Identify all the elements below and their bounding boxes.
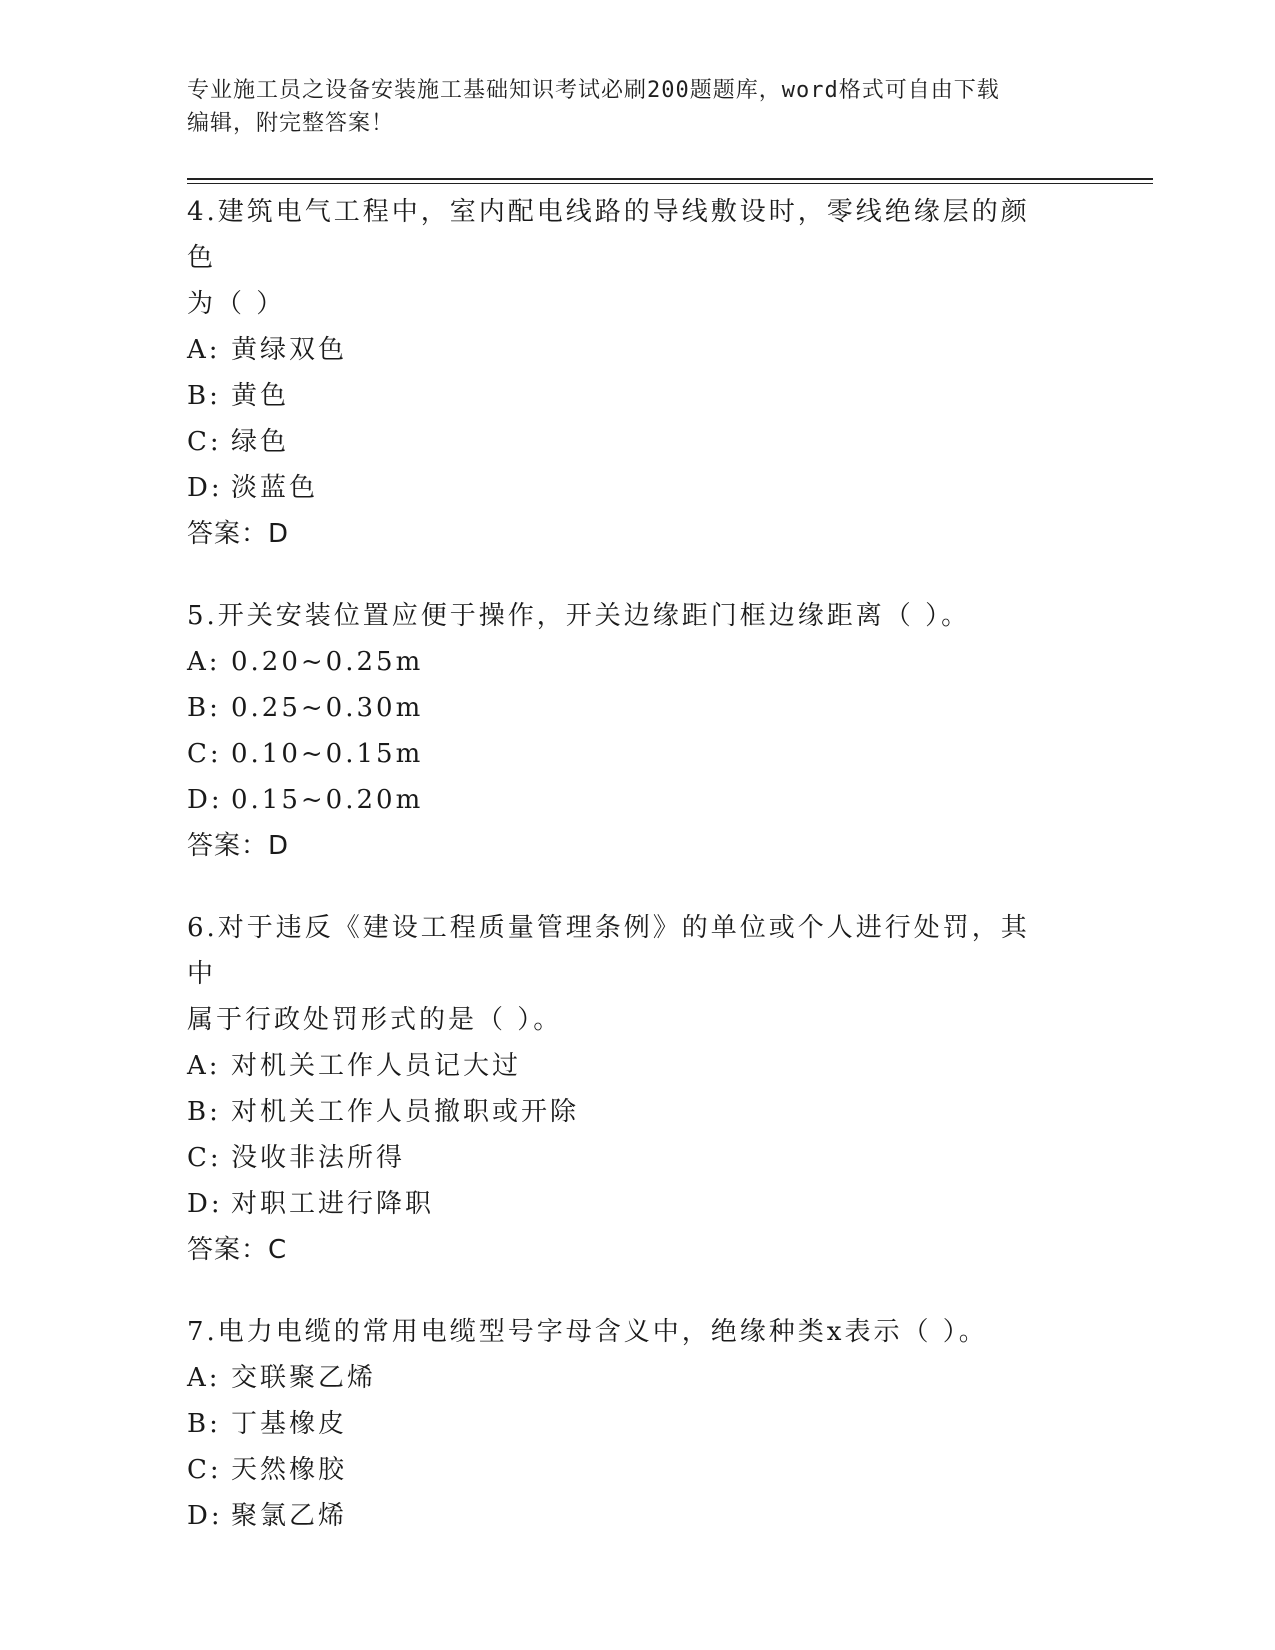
question-stem <box>187 593 1057 639</box>
answer-line: 答案：D <box>187 831 290 861</box>
option-text: 0.20~0.25m <box>231 647 424 677</box>
question-stem-line-2: 属于行政处罚形式的是（ ）。 <box>187 1005 563 1035</box>
option-key: C: <box>187 739 222 769</box>
option-text: 绿色 <box>231 427 290 457</box>
option-a <box>187 327 1087 373</box>
option-key: A: <box>187 335 221 365</box>
option-key: D: <box>187 785 223 815</box>
option-b <box>187 373 1087 419</box>
option-key: C: <box>187 1143 222 1173</box>
option-b <box>187 685 1087 731</box>
option-c <box>187 731 1087 777</box>
option-text: 黄绿双色 <box>231 335 348 365</box>
option-d <box>187 777 1087 823</box>
question-item <box>187 905 1087 1273</box>
answer-line: 答案：D <box>187 519 290 549</box>
option-text: 对机关工作人员记大过 <box>231 1051 522 1081</box>
option-a <box>187 1355 1087 1401</box>
option-d <box>187 1493 1087 1539</box>
question-stem-line-1: 7.电力电缆的常用电缆型号字母含义中，绝缘种类x表示（ ）。 <box>187 1317 988 1347</box>
header-divider-thick <box>187 178 1153 180</box>
answer-line: 答案：C <box>187 1235 288 1265</box>
option-c <box>187 419 1087 465</box>
option-key: B: <box>187 381 221 411</box>
option-key: A: <box>187 647 221 677</box>
option-key: C: <box>187 1455 222 1485</box>
option-text: 聚氯乙烯 <box>231 1501 348 1531</box>
option-key: A: <box>187 1363 221 1393</box>
option-text: 对机关工作人员撤职或开除 <box>231 1097 580 1127</box>
option-text: 天然橡胶 <box>231 1455 348 1485</box>
option-b <box>187 1401 1087 1447</box>
option-key: C: <box>187 427 222 457</box>
option-text: 黄色 <box>231 381 290 411</box>
option-b <box>187 1089 1087 1135</box>
question-list <box>187 189 1087 1575</box>
header-title-line-1: 专业施工员之设备安装施工基础知识考试必刷200题题库，word格式可自由下载 <box>187 78 1000 103</box>
option-key: B: <box>187 1409 221 1439</box>
question-stem-line-1: 6.对于违反《建设工程质量管理条例》的单位或个人进行处罚，其中 <box>187 913 1030 989</box>
option-text: 没收非法所得 <box>231 1143 406 1173</box>
option-a <box>187 639 1087 685</box>
option-text: 0.25~0.30m <box>231 693 424 723</box>
question-item <box>187 1309 1087 1539</box>
option-text: 0.10~0.15m <box>231 739 424 769</box>
question-stem-line-1: 4.建筑电气工程中，室内配电线路的导线敷设时，零线绝缘层的颜色 <box>187 197 1030 273</box>
option-d <box>187 465 1087 511</box>
header-divider-thin <box>187 183 1153 184</box>
option-a <box>187 1043 1087 1089</box>
question-stem <box>187 905 1057 1043</box>
option-text: 0.15~0.20m <box>231 785 424 815</box>
option-text: 对职工进行降职 <box>231 1189 435 1219</box>
option-text: 交联聚乙烯 <box>231 1363 377 1393</box>
document-header <box>187 74 1067 140</box>
option-c <box>187 1447 1087 1493</box>
option-key: D: <box>187 1501 223 1531</box>
question-stem-line-1: 5.开关安装位置应便于操作，开关边缘距门框边缘距离（ ）。 <box>187 601 971 631</box>
option-d <box>187 1181 1087 1227</box>
question-stem <box>187 189 1057 327</box>
question-item <box>187 593 1087 869</box>
option-text: 丁基橡皮 <box>231 1409 348 1439</box>
option-key: D: <box>187 1189 223 1219</box>
header-title-line-2: 编辑，附完整答案！ <box>187 111 395 136</box>
option-key: B: <box>187 693 221 723</box>
option-text: 淡蓝色 <box>231 473 319 503</box>
question-stem-line-2: 为（ ） <box>187 289 286 319</box>
question-stem <box>187 1309 1057 1355</box>
option-key: A: <box>187 1051 221 1081</box>
option-key: D: <box>187 473 223 503</box>
option-key: B: <box>187 1097 221 1127</box>
option-c <box>187 1135 1087 1181</box>
question-item <box>187 189 1087 557</box>
